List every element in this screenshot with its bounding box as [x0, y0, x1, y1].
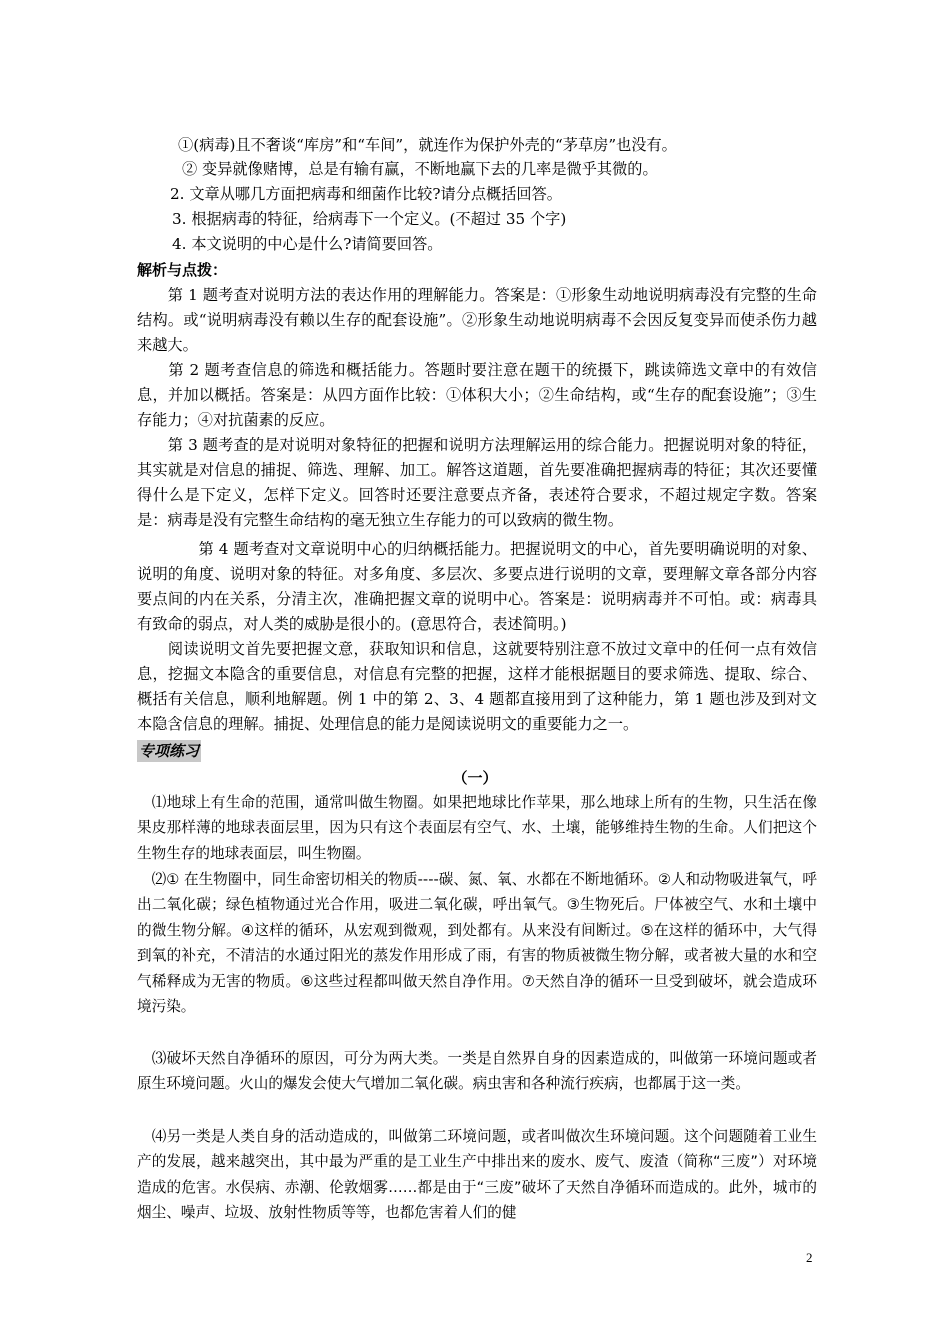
- analysis-paragraph-2: 第 2 题考查信息的筛选和概括能力。答题时要注意在题干的统摄下，跳读筛选文章中的有效信息，并加以概括。答案是：从四方面作比较：①体积大小；②生命结构，或“生存的配套设施”；③生存能力；④对抗菌素的反应。: [137, 361, 817, 429]
- analysis-paragraph-5: 阅读说明文首先要把握文意，获取知识和信息，这就要特别注意不放过文章中的任何一点有效信息，挖掘文本隐含的重要信息，对信息有完整的把握，这样才能根据题目的要求筛选、提取、综合、概括有关信息，顺利地解题。例 1 中的第 2、3、4 题都直接用到了这种能力，第 1 题也涉及到对文本隐含信息的理解。捕捉、处理信息的能力是阅读说明文的重要能力之一。: [137, 640, 817, 733]
- analysis-paragraph-1: 第 1 题考查对说明方法的表达作用的理解能力。答案是：①形象生动地说明病毒没有完整的生命结构。或“说明病毒没有赖以生存的配套设施”。②形象生动地说明病毒不会因反复变异而使杀伤力越来越大。: [137, 286, 817, 354]
- question-4: 4. 本文说明的中心是什么?请简要回答。: [172, 235, 443, 253]
- analysis-paragraph-3: 第 3 题考查的是对说明对象特征的把握和说明方法理解运用的综合能力。把握说明对象的特征，其实就是对信息的捕捉、筛选、理解、加工。解答这道题，首先要准确把握病毒的特征；其次还要懂得什么是下定义，怎样下定义。回答时还要注意要点齐备，表述符合要求，不超过规定字数。答案是：病毒是没有完整生命结构的毫无独立生存能力的可以致病的微生物。: [137, 436, 817, 529]
- exercise-paragraph-3: ⑶破坏天然自净循环的原因，可分为两大类。一类是自然界自身的因素造成的，叫做第一环境问题或者原生环境问题。火山的爆发会使大气增加二氧化碳。病虫害和各种流行疾病，也都属于这一类。: [137, 1050, 817, 1093]
- page-number: 2: [806, 1250, 813, 1265]
- practice-heading: 专项练习: [139, 742, 200, 760]
- analysis-paragraph-4: 第 4 题考查对文章说明中心的归纳概括能力。把握说明文的中心，首先要明确说明的对象、说明的角度、说明对象的特征。对多角度、多层次、多要点进行说明的文章，要理解文章各部分内容要点间的内在关系，分清主次，准确把握文章的说明中心。答案是：说明病毒并不可怕。或：病毒具有致命的弱点，对人类的威胁是很小的。(意思符合，表述简明。): [137, 540, 817, 633]
- section-title: （一）: [452, 769, 498, 787]
- question-3: 3. 根据病毒的特征，给病毒下一个定义。(不超过 35 个字): [172, 210, 567, 228]
- exercise-paragraph-2: ⑵① 在生物圈中，同生命密切相关的物质----碳、氮、氧、水都在不断地循环。②人和动物吸进氧气，呼出二氧化碳；绿色植物通过光合作用，吸进二氧化碳，呼出氧气。③生物死后。尸体被空气、水和土壤中的微生物分解。④这样的循环，从宏观到微观，到处都有。从来没有间断过。⑤在这样的循环中，大气得到氧的补充，不清洁的水通过阳光的蒸发作用形成了雨，有害的物质被微生物分解，或者被大量的水和空气稀释成为无害的物质。⑥这些过程都叫做天然自净作用。⑦天然自净的循环一旦受到破坏，就会造成环境污染。: [137, 871, 817, 1016]
- question-2: 2. 文章从哪几方面把病毒和细菌作比较?请分点概括回答。: [170, 185, 562, 203]
- question-1-item-1: ①(病毒)且不奢谈“库房”和“车间”，就连作为保护外壳的“茅草房”也没有。: [178, 136, 677, 154]
- analysis-heading: 解析与点拨：: [137, 261, 228, 279]
- question-1-item-2: ② 变异就像赌博，总是有输有赢，不断地赢下去的几率是微乎其微的。: [182, 160, 658, 178]
- exercise-paragraph-1: ⑴地球上有生命的范围，通常叫做生物圈。如果把地球比作苹果，那么地球上所有的生物，只生活在像果皮那样薄的地球表面层里，因为只有这个表面层有空气、水、土壤，能够维持生物的生命。人们把这个生物生存的地球表面层，叫生物圈。: [137, 794, 817, 862]
- exercise-paragraph-4: ⑷另一类是人类自身的活动造成的，叫做第二环境问题，或者叫做次生环境问题。这个问题随着工业生产的发展，越来越突出，其中最为严重的是工业生产中排出来的废水、废气、废渣（简称“三废”）对环境造成的危害。水俣病、赤潮、伦敦烟雾……都是由于“三废”破坏了天然自净循环而造成的。此外，城市的烟尘、噪声、垃圾、放射性物质等等，也都危害着人们的健: [137, 1128, 817, 1222]
